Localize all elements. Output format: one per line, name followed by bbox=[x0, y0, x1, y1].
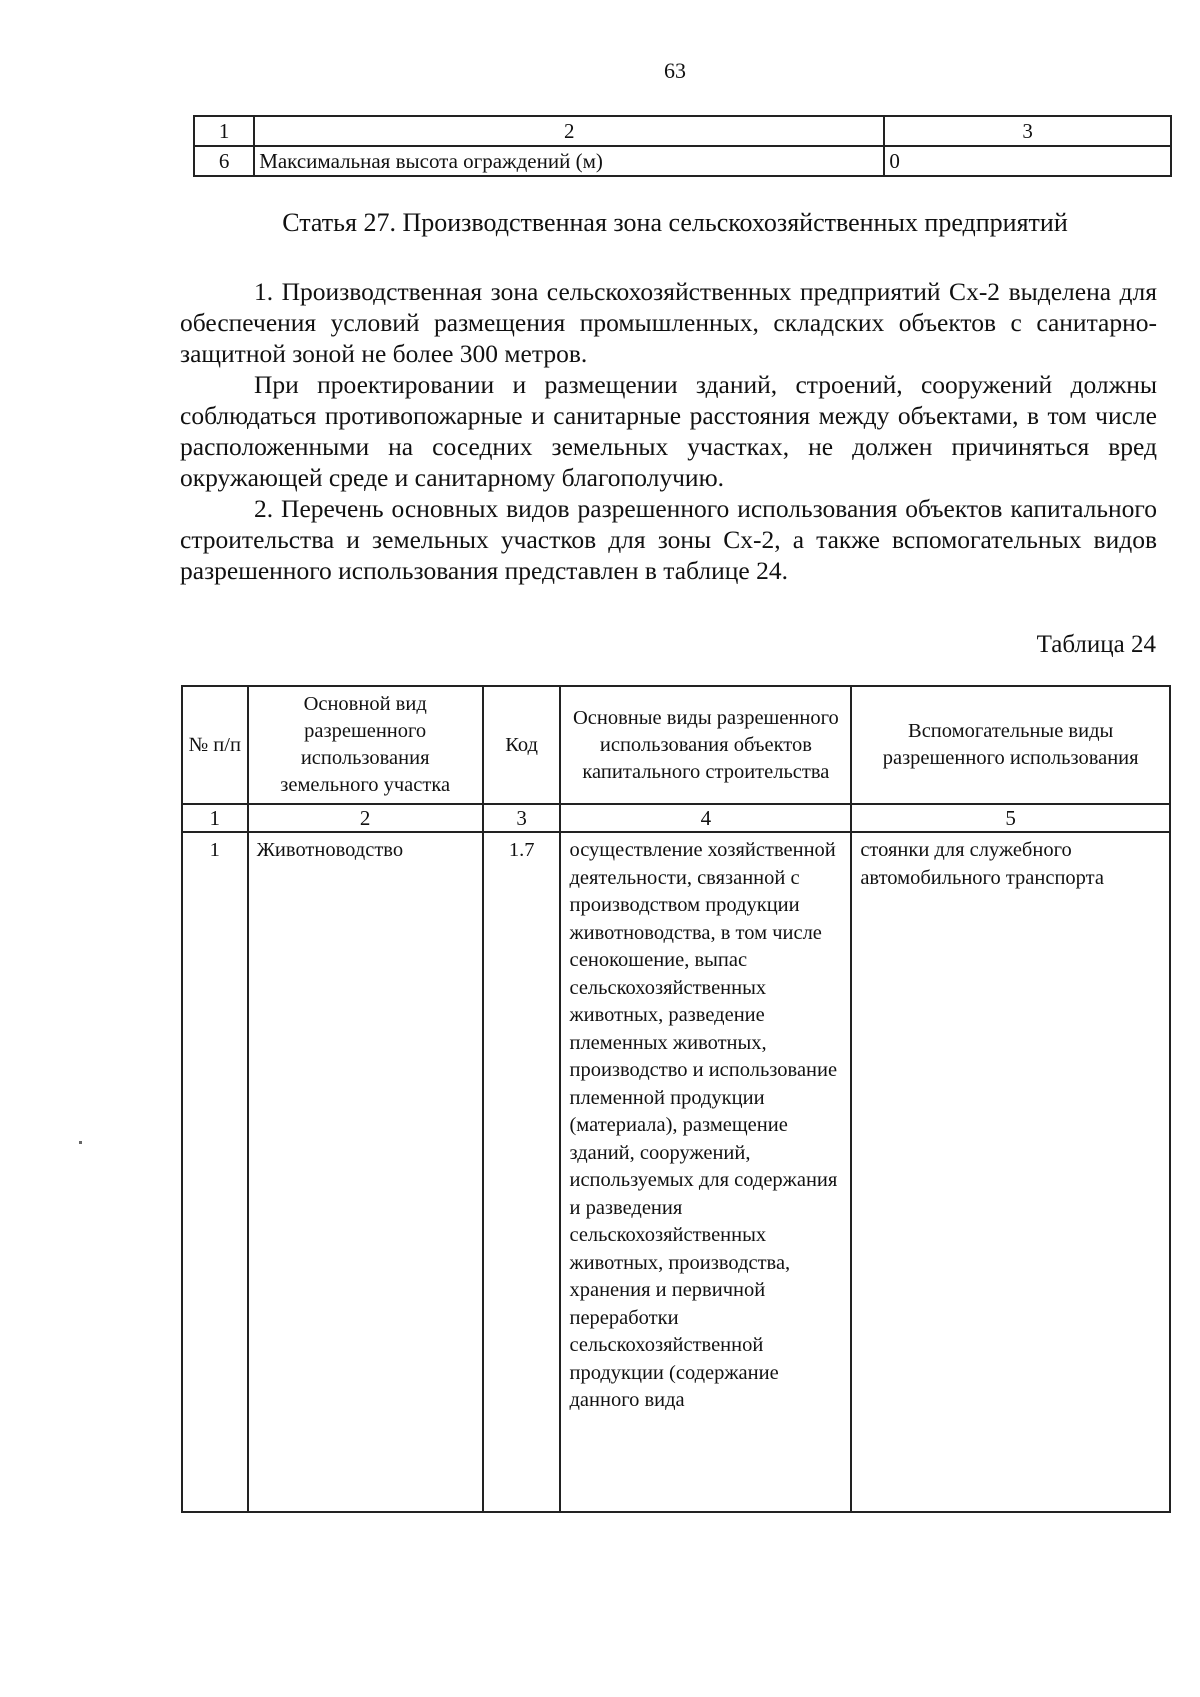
continuation-row-number: 6 bbox=[194, 146, 254, 176]
row-code: 1.7 bbox=[483, 832, 561, 1512]
header-main-land-use: Основной вид разрешенного использования земельного участка bbox=[248, 686, 483, 804]
header-auxiliary-uses: Вспомогательные виды разрешенного использования bbox=[851, 686, 1170, 804]
row-auxiliary-uses: стоянки для служебного автомобильного транспорта bbox=[851, 832, 1170, 1512]
continuation-header-cell-3: 3 bbox=[884, 116, 1171, 146]
continuation-header-cell-2: 2 bbox=[254, 116, 884, 146]
column-number-5: 5 bbox=[851, 804, 1170, 832]
column-number-2: 2 bbox=[248, 804, 483, 832]
row-number: 1 bbox=[182, 832, 248, 1512]
header-number: № п/п bbox=[182, 686, 248, 804]
table-header-row bbox=[182, 686, 1170, 804]
table-row bbox=[182, 832, 1170, 1512]
page-number: 63 bbox=[664, 58, 686, 83]
continuation-row-parameter: Максимальная высота ограждений (м) bbox=[254, 146, 884, 176]
continuation-table bbox=[193, 115, 1172, 177]
continuation-row-value: 0 bbox=[884, 146, 1171, 176]
continuation-table-row bbox=[194, 146, 1171, 176]
row-main-uses: осуществление хозяйственной деятельности, связанной с производством продукции животноводства, в том числе сенокошение, выпас сельскохозяйственных животных, разведение племенных животных, производство и использование племенной продукции (материала), размещение зданий, сооружений, используемых для содержания и разведения сельскохозяйственных животных, производства, хранения и первичной переработки сельскохозяйственной продукции (содержание данного вида bbox=[560, 832, 851, 1512]
column-numbers-row bbox=[182, 804, 1170, 832]
article-title: Статья 27. Производственная зона сельскохозяйственных предприятий bbox=[282, 208, 1068, 237]
paragraph-zone-definition: 1. Производственная зона сельскохозяйственных предприятий Сх-2 выделена для обеспечения условий размещения промышленных, складских объектов с санитарно-защитной зоной не более 300 метров. bbox=[180, 277, 1157, 368]
scan-speck bbox=[79, 1141, 82, 1144]
article-body bbox=[180, 276, 1157, 586]
permitted-uses-table bbox=[181, 685, 1171, 1513]
continuation-header-cell-1: 1 bbox=[194, 116, 254, 146]
paragraph-uses-list: 2. Перечень основных видов разрешенного использования объектов капитального строительства и земельных участков для зоны Сх-2, а также вспомогательных видов разрешенного использования представлен в таблице 24. bbox=[180, 494, 1157, 585]
header-code: Код bbox=[483, 686, 561, 804]
paragraph-design-requirements: При проектировании и размещении зданий, строений, сооружений должны соблюдаться противопожарные и санитарные расстояния между объектами, в том числе расположенными на соседних земельных участках, не должен причиняться вред окружающей среде и санитарному благополучию. bbox=[180, 370, 1157, 492]
table-caption: Таблица 24 bbox=[1036, 631, 1156, 658]
column-number-3: 3 bbox=[483, 804, 561, 832]
column-number-4: 4 bbox=[560, 804, 851, 832]
header-main-construction-uses: Основные виды разрешенного использования объектов капитального строительства bbox=[560, 686, 851, 804]
column-number-1: 1 bbox=[182, 804, 248, 832]
continuation-table-header-row bbox=[194, 116, 1171, 146]
row-land-use-kind: Животноводство bbox=[248, 832, 483, 1512]
